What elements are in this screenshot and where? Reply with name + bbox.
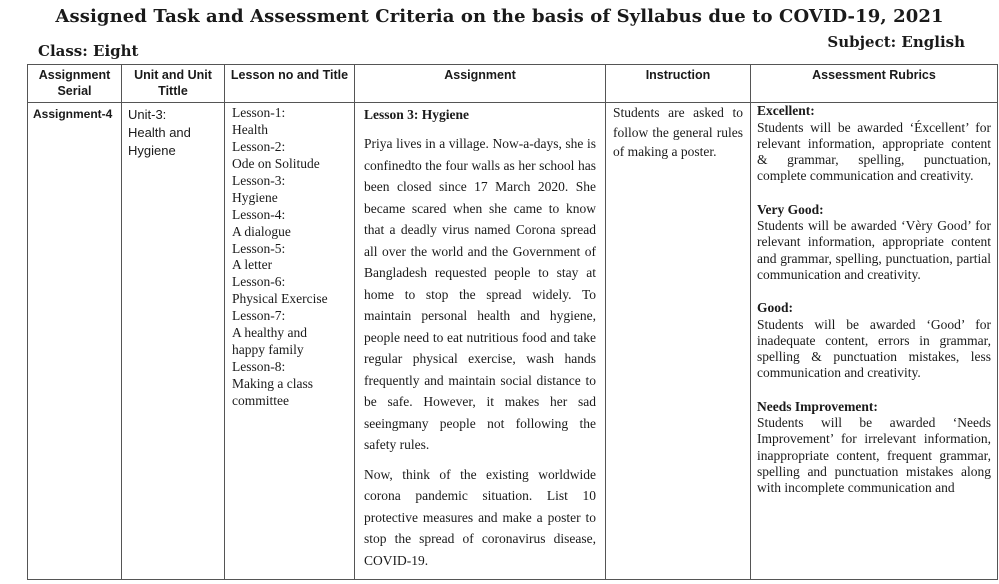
- column-header-unit: Unit and Unit Tittle: [122, 65, 225, 103]
- rubric-level: Good:: [757, 300, 794, 316]
- unit-cell: [122, 103, 225, 580]
- column-header-serial: Assignment Serial: [28, 65, 122, 103]
- lesson-line: Lesson-3:: [232, 172, 286, 188]
- rubric-level: Very Good:: [757, 201, 824, 217]
- lesson-line: Lesson-4:: [232, 206, 286, 222]
- column-header-lesson: Lesson no and Title: [225, 65, 355, 103]
- lesson-line: Lesson-2:: [232, 139, 286, 155]
- table-row: [28, 103, 998, 580]
- instruction-cell: [606, 103, 751, 580]
- column-header-instruction: Instruction: [606, 65, 751, 103]
- column-header-rubrics: Assessment Rubrics: [751, 65, 998, 103]
- lesson-line: Ode on Solitude: [232, 155, 320, 171]
- lesson-line: A healthy and: [232, 325, 307, 341]
- lesson-line: Lesson-1:: [232, 105, 286, 121]
- lesson-line: Physical Exercise: [232, 291, 328, 307]
- lesson-line: Health: [232, 122, 268, 138]
- unit-line: Health and: [128, 125, 191, 141]
- lesson-cell: [225, 103, 355, 580]
- lesson-line: Lesson-6:: [232, 274, 286, 290]
- rubric-description: Students will be awarded ‘Éxcellent’ for relevant information, appropriate content & grammar, spelling, punctuation, complete communication and creativity.: [757, 119, 991, 184]
- lesson-line: Making a class: [232, 375, 313, 391]
- subject-label: Subject: English: [827, 33, 965, 51]
- assignment-cell: [355, 103, 606, 580]
- assignment-paragraph: Priya lives in a village. Now-a-days, she is confinedto the four walls as her school has been closed since 17 March 2020. She became scared when she came to know that a deadly virus named Corona spread all over the world and the Government of Bangladesh requested people to stay at home to stop the spread widely. To maintain personal health and hygiene, people need to eat nutritious food and take regular physical exercise, wash hands frequently and maintain social distance to be safe. However, it makes her sad seeingmany people not following the safety rules.: [364, 136, 596, 453]
- page-title: Assigned Task and Assessment Criteria on the basis of Syllabus due to COVID-19, 2021: [55, 6, 944, 27]
- lesson-line: A letter: [232, 257, 273, 273]
- instruction-text: Students are asked to follow the general rules of making a poster.: [613, 105, 743, 160]
- rubric-level: Excellent:: [757, 103, 815, 119]
- lesson-line: Lesson-7:: [232, 308, 286, 324]
- assessment-table: [27, 64, 998, 580]
- assessment-table-container: [27, 64, 997, 584]
- unit-line: Unit-3:: [128, 107, 167, 123]
- lesson-line: committee: [232, 392, 289, 408]
- rubric-description: Students will be awarded ‘Needs Improvement’ for irrelevant information, inappropriate content, frequent grammar, spelling and punctuation mistakes along with incomplete communication and: [757, 415, 991, 496]
- rubric-description: Students will be awarded ‘Good’ for inadequate content, errors in grammar, spelling & punctuation mistakes, less communication and creativity.: [757, 316, 991, 381]
- column-header-assignment: Assignment: [355, 65, 606, 103]
- assignment-title: Lesson 3: Hygiene: [364, 107, 470, 123]
- lesson-line: Lesson-8:: [232, 358, 286, 374]
- assignment-serial: Assignment-4: [33, 107, 113, 122]
- assignment-paragraph: Now, think of the existing worldwide corona pandemic situation. List 10 protective measures and make a poster to stop the spread of coronavirus disease, COVID-19.: [364, 466, 596, 568]
- table-header-row: [28, 65, 998, 103]
- class-label: Class: Eight: [38, 42, 139, 60]
- assignment-serial-cell: [28, 103, 122, 580]
- lesson-line: A dialogue: [232, 223, 291, 239]
- rubric-level: Needs Improvement:: [757, 398, 878, 414]
- unit-line: Hygiene: [128, 143, 176, 159]
- rubrics-cell: [751, 103, 998, 580]
- lesson-line: Lesson-5:: [232, 240, 286, 256]
- lesson-line: happy family: [232, 341, 304, 357]
- rubric-description: Students will be awarded ‘Vèry Good’ for relevant information, appropriate content and grammar, spelling, punctuation, partial communication and creativity.: [757, 218, 991, 282]
- lesson-line: Hygiene: [232, 189, 278, 205]
